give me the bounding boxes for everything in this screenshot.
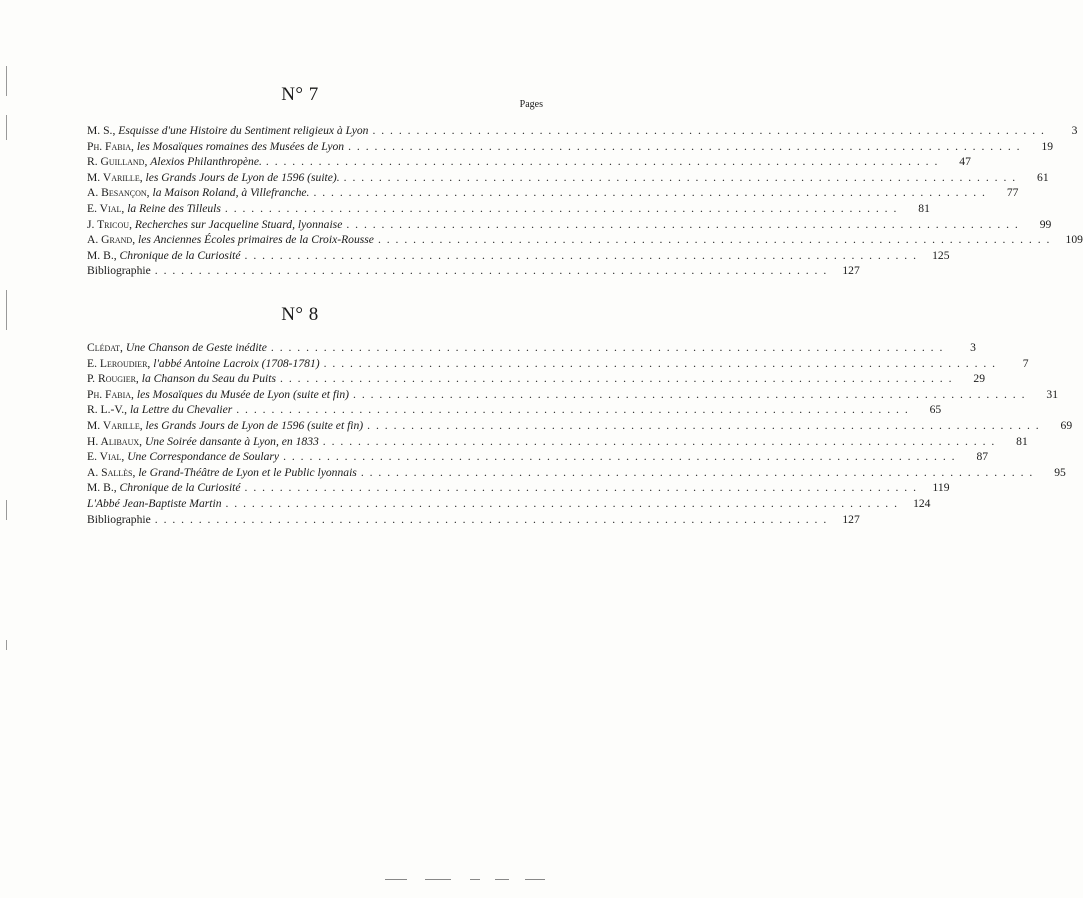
leader-dots: [361, 465, 1034, 481]
leader-dots: [324, 356, 997, 372]
toc-entry: [87, 449, 989, 465]
toc-title: les Grands Jours de Lyon de 1596 (suite et fin): [145, 418, 364, 432]
toc-entry: [87, 512, 860, 528]
leader-dots: [155, 512, 828, 528]
leader-dots: [245, 480, 918, 496]
toc-author: Clédat,: [87, 341, 123, 354]
toc-entry: [87, 371, 985, 387]
toc-entry: [87, 185, 1019, 201]
toc-page-number: 124: [913, 496, 931, 510]
toc-entry: [87, 418, 1073, 434]
toc-title: la Chanson du Seau du Puits: [141, 372, 277, 386]
leader-dots: [346, 217, 1019, 233]
toc-page-number: 61: [1037, 170, 1049, 184]
toc-entry: [87, 154, 971, 170]
leader-dots: [378, 232, 1051, 248]
toc-page-number: 81: [1016, 434, 1028, 448]
bottom-scan-mark: [495, 879, 509, 880]
toc-title: Une Chanson de Geste inédite: [125, 341, 267, 354]
toc-title: les Mosaïques du Musée de Lyon (suite et fin): [136, 387, 350, 401]
toc-page-number: 31: [1046, 387, 1058, 401]
leader-dots: [367, 418, 1040, 434]
leader-dots: [155, 263, 828, 279]
toc-page-number: 109: [1065, 233, 1083, 247]
toc-entry: [87, 201, 930, 217]
toc-title: les Anciennes Écoles primaires de la Croix-Rousse: [138, 233, 374, 247]
toc-entry: [87, 217, 1052, 233]
leader-dots: [280, 371, 953, 387]
toc-author: P. Rougier,: [87, 372, 139, 386]
toc-page-number: 69: [1060, 418, 1073, 432]
toc-entry: [87, 248, 950, 264]
toc-author: H. Alibaux,: [87, 434, 143, 448]
toc-title: Chronique de la Curiosité: [119, 248, 241, 262]
toc-title: Chronique de la Curiosité: [119, 481, 241, 495]
toc-author: E. Leroudier,: [87, 356, 151, 370]
toc-author: M. Varille,: [87, 170, 143, 184]
toc-title: l'abbé Antoine Lacroix (1708-1781): [153, 356, 320, 370]
toc-entry: [87, 232, 1083, 248]
toc-page-number: 29: [973, 372, 985, 386]
leader-dots: [226, 496, 899, 512]
toc-author: M. Varille,: [87, 418, 143, 432]
leader-dots: [348, 139, 1021, 155]
toc-title: Une Correspondance de Soulary: [127, 450, 280, 464]
toc-title: Une Soirée dansante à Lyon, en 1833: [144, 434, 319, 448]
toc-title: le Grand-Théâtre de Lyon et le Public lyonnais: [138, 465, 357, 479]
leader-dots: [313, 185, 986, 201]
toc-entry: [87, 434, 1028, 450]
toc-title: la Lettre du Chevalier: [129, 403, 233, 417]
toc-author: Ph. Fabia,: [87, 139, 134, 153]
toc-page-number: 19: [1041, 139, 1054, 153]
toc-author: E. Vial,: [87, 450, 125, 464]
toc-title: Esquisse d'une Histoire du Sentiment religieux à Lyon: [118, 124, 369, 137]
toc-entry: [87, 170, 1049, 186]
issue7-toc: [87, 123, 1083, 279]
issue8-heading: N° 8: [281, 304, 319, 325]
toc-page-number: 127: [842, 512, 860, 526]
toc-author: E. Vial,: [87, 201, 125, 215]
toc-entry: [87, 387, 1058, 403]
toc-author: A. Grand,: [87, 233, 136, 247]
pages-column-label: Pages: [519, 99, 543, 110]
toc-author: M. B.,: [87, 248, 117, 262]
leader-dots: [353, 387, 1026, 403]
bottom-scan-mark: [385, 879, 407, 880]
leader-dots: [271, 340, 944, 356]
toc-entry: [87, 356, 1029, 372]
toc-author: A. Sallès,: [87, 465, 136, 479]
toc-entry: [87, 465, 1066, 481]
toc-page-number: 47: [959, 155, 971, 169]
toc-author: R. L.-V.,: [87, 403, 128, 417]
toc-entry: [87, 263, 860, 279]
toc-page-number: 3: [1071, 124, 1078, 137]
toc-page-number: 65: [929, 403, 942, 417]
toc-page-number: 99: [1039, 217, 1052, 231]
toc-title: Recherches sur Jacqueline Stuard, lyonnaise: [134, 217, 343, 231]
margin-mark: [6, 640, 7, 650]
toc-title: Bibliographie: [87, 264, 151, 278]
leader-dots: [266, 154, 939, 170]
leader-dots: [245, 248, 918, 264]
toc-page-number: 3: [970, 341, 976, 354]
toc-author: M. B.,: [87, 481, 117, 495]
toc-author: J. Tricou,: [87, 217, 132, 231]
toc-entry: [87, 340, 976, 356]
toc-title: les Mosaïques romaines des Musées de Lyon: [136, 139, 345, 153]
leader-dots: [225, 201, 898, 217]
toc-title: la Reine des Tilleuls: [127, 201, 221, 215]
toc-page-number: 95: [1054, 465, 1066, 479]
toc-entry: [87, 480, 950, 496]
toc-entry: [87, 139, 1054, 155]
toc-author: M. S.,: [87, 124, 116, 137]
margin-mark: [6, 500, 7, 520]
toc-page-number: 7: [1022, 356, 1029, 370]
toc-page-number: 87: [976, 450, 989, 464]
toc-entry: [87, 123, 1078, 139]
toc-title: L'Abbé Jean-Baptiste Martin: [87, 496, 222, 510]
margin-mark: [6, 115, 7, 140]
issue8-toc: [87, 340, 1073, 527]
leader-dots: [283, 449, 956, 465]
bottom-scan-mark: [525, 879, 545, 880]
toc-page-number: 125: [932, 248, 950, 262]
toc-page-number: 119: [932, 481, 950, 495]
toc-author: Ph. Fabia,: [87, 387, 134, 401]
toc-title: les Grands Jours de Lyon de 1596 (suite).: [145, 170, 340, 184]
toc-page-number: 81: [918, 201, 930, 215]
issue7-heading: N° 7: [281, 84, 319, 105]
toc-title: Bibliographie: [87, 512, 151, 526]
leader-dots: [236, 402, 909, 418]
toc-title: la Maison Roland, à Villefranche.: [152, 186, 310, 200]
bottom-scan-mark: [425, 879, 451, 880]
toc-author: R. Guilland,: [87, 155, 148, 169]
toc-author: A. Besançon,: [87, 186, 150, 200]
bottom-scan-mark: [470, 879, 480, 880]
toc-entry: [87, 402, 942, 418]
toc-page-number: 127: [842, 264, 860, 278]
toc-page-number: 77: [1006, 186, 1019, 200]
leader-dots: [323, 434, 996, 450]
leader-dots: [372, 123, 1045, 139]
toc-entry: [87, 496, 931, 512]
leader-dots: [344, 170, 1017, 186]
toc-title: Alexios Philanthropène.: [150, 155, 262, 169]
